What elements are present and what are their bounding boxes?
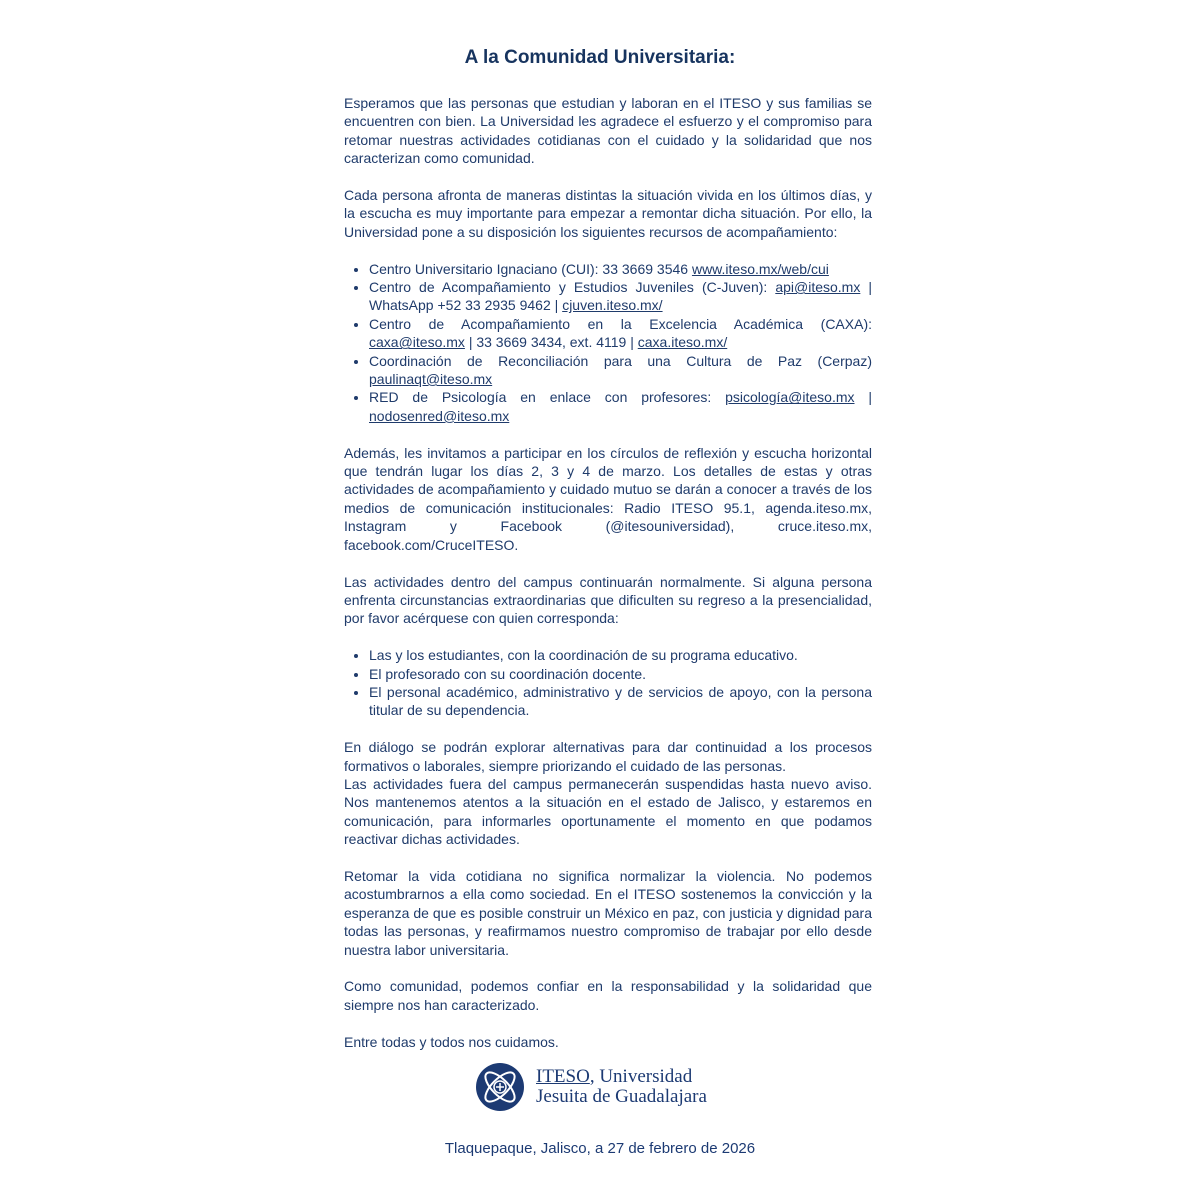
nodosenred-email-link[interactable]: nodosenred@iteso.mx — [369, 407, 510, 424]
separator: | — [868, 389, 873, 406]
resource-item-cjuven — [369, 278, 872, 315]
contacts-list — [344, 646, 872, 720]
cerpaz-email-link[interactable]: paulinaqt@iteso.mx — [369, 371, 493, 388]
caxa-email-link[interactable]: caxa@iteso.mx — [369, 334, 465, 351]
separator: | — [868, 279, 873, 296]
psicologia-email-link[interactable]: psicología@iteso.mx — [725, 389, 855, 406]
resource-caxa-label: Centro de Acompañamiento en la Excelencia Académica (CAXA): — [369, 315, 872, 332]
contact-item: • El profesorado con su coordinación docente. — [369, 665, 872, 683]
resource-cui-label: Centro Universitario Ignaciano (CUI): 33 3669 3546 — [369, 260, 692, 277]
paragraph-resources-intro: Cada persona afronta de maneras distintas la situación vivida en los últimos días, y la escucha es muy importante para empezar a remontar dicha situación. Por ello, la Universidad pone a su disposición los siguientes recursos de acompañamiento: — [344, 187, 872, 240]
caxa-link[interactable]: caxa.iteso.mx/ — [637, 334, 728, 351]
letter-title: A la Comunidad Universitaria: — [464, 47, 736, 68]
paragraph-violence: Retomar la vida cotidiana no significa normalizar la violencia. No podemos acostumbrarnos a ella como sociedad. En el ITESO sostenemos la convicción y la esperanza de que es posible construir un México en paz, con justicia y dignidad para todas las personas, y reafirmamos nuestro compromiso de trabajar por ello desde nuestra labor universitaria. — [344, 867, 872, 958]
separator: | — [630, 334, 634, 351]
iteso-logo — [475, 1062, 735, 1116]
paragraph-community: Como comunidad, podemos confiar en la responsabilidad y la solidaridad que siempre nos han caracterizado. — [344, 978, 872, 1013]
cui-link[interactable]: www.iteso.mx/web/cui — [691, 260, 829, 277]
paragraph-dialogue: En diálogo se podrán explorar alternativas para dar continuidad a los procesos formativos o laborales, siempre priorizando el cuidado de las personas. — [344, 739, 872, 774]
resource-item-cui — [369, 260, 872, 278]
paragraph-reflection-circles: Además, les invitamos a participar en los círculos de reflexión y escucha horizontal que tendrán lugar los días 2, 3 y 4 de marzo. Los detalles de estas y otras actividades de acompañamiento y cuidado mutuo se darán a conocer a través de los medios de comunicación institucionales: Radio ITESO 95.1, agenda.iteso.mx, Instagram y Facebook (@itesouniversidad), cruce.iteso.mx, facebook.com/CruceITESO. — [344, 444, 872, 553]
logo-brand: ITESO — [536, 1066, 590, 1087]
paragraph-closing: Entre todas y todos nos cuidamos. — [344, 1033, 559, 1050]
resource-psicologia-label: RED de Psicología en enlace con profesores: — [369, 389, 726, 406]
paragraph-suspended-activities: Las actividades fuera del campus permanecerán suspendidas hasta nuevo aviso. Nos mantenemos atentos a la situación en el estado de Jalisco, y estaremos en comunicación, para informarles oportunamente el momento en que podamos reactivar dichas actividades. — [344, 775, 872, 848]
resource-item-caxa — [369, 315, 872, 352]
paragraph-campus-activities: Las actividades dentro del campus continuarán normalmente. Si alguna persona enfrenta circunstancias extraordinarias que dificulten su regreso a la presencialidad, por favor acérquese con quien corresponda: — [344, 573, 872, 627]
place-date: Tlaquepaque, Jalisco, a 27 de febrero de 2026 — [444, 1140, 756, 1157]
letter-body — [344, 94, 872, 1069]
resources-list — [344, 260, 872, 426]
resource-cjuven-label: Centro de Acompañamiento y Estudios Juveniles (C-Juven): — [369, 279, 776, 296]
contact-item: • Las y los estudiantes, con la coordinación de su programa educativo. — [369, 646, 872, 664]
resource-item-cerpaz — [369, 352, 872, 389]
cjuven-whatsapp: WhatsApp +52 33 2935 9462 — [369, 297, 551, 314]
separator: | — [468, 334, 473, 351]
resource-cerpaz-label: Coordinación de Reconciliación para una Cultura de Paz (Cerpaz) — [369, 352, 872, 369]
cjuven-link[interactable]: cjuven.iteso.mx/ — [562, 297, 663, 314]
paragraph-greeting: Esperamos que las personas que estudian y laboran en el ITESO y sus familias se encuentren con bien. La Universidad les agradece el esfuerzo y el compromiso para retomar nuestras actividades cotidianas con el cuidado y la solidaridad que nos caracterizan como comunidad. — [344, 95, 872, 167]
contact-item: • El personal académico, administrativo y de servicios de apoyo, con la persona titular de su dependencia. — [369, 683, 872, 720]
separator: | — [554, 297, 559, 314]
resource-item-psicologia — [369, 388, 872, 425]
logo-name-line1 — [536, 1067, 692, 1087]
logo-line1-rest: , Universidad — [589, 1066, 693, 1087]
iteso-emblem-icon — [475, 1062, 525, 1112]
logo-name-line2: Jesuita de Guadalajara — [536, 1086, 707, 1107]
caxa-phone: 33 3669 3434, ext. 4119 — [476, 334, 627, 351]
cjuven-email-link[interactable]: api@iteso.mx — [775, 279, 861, 296]
